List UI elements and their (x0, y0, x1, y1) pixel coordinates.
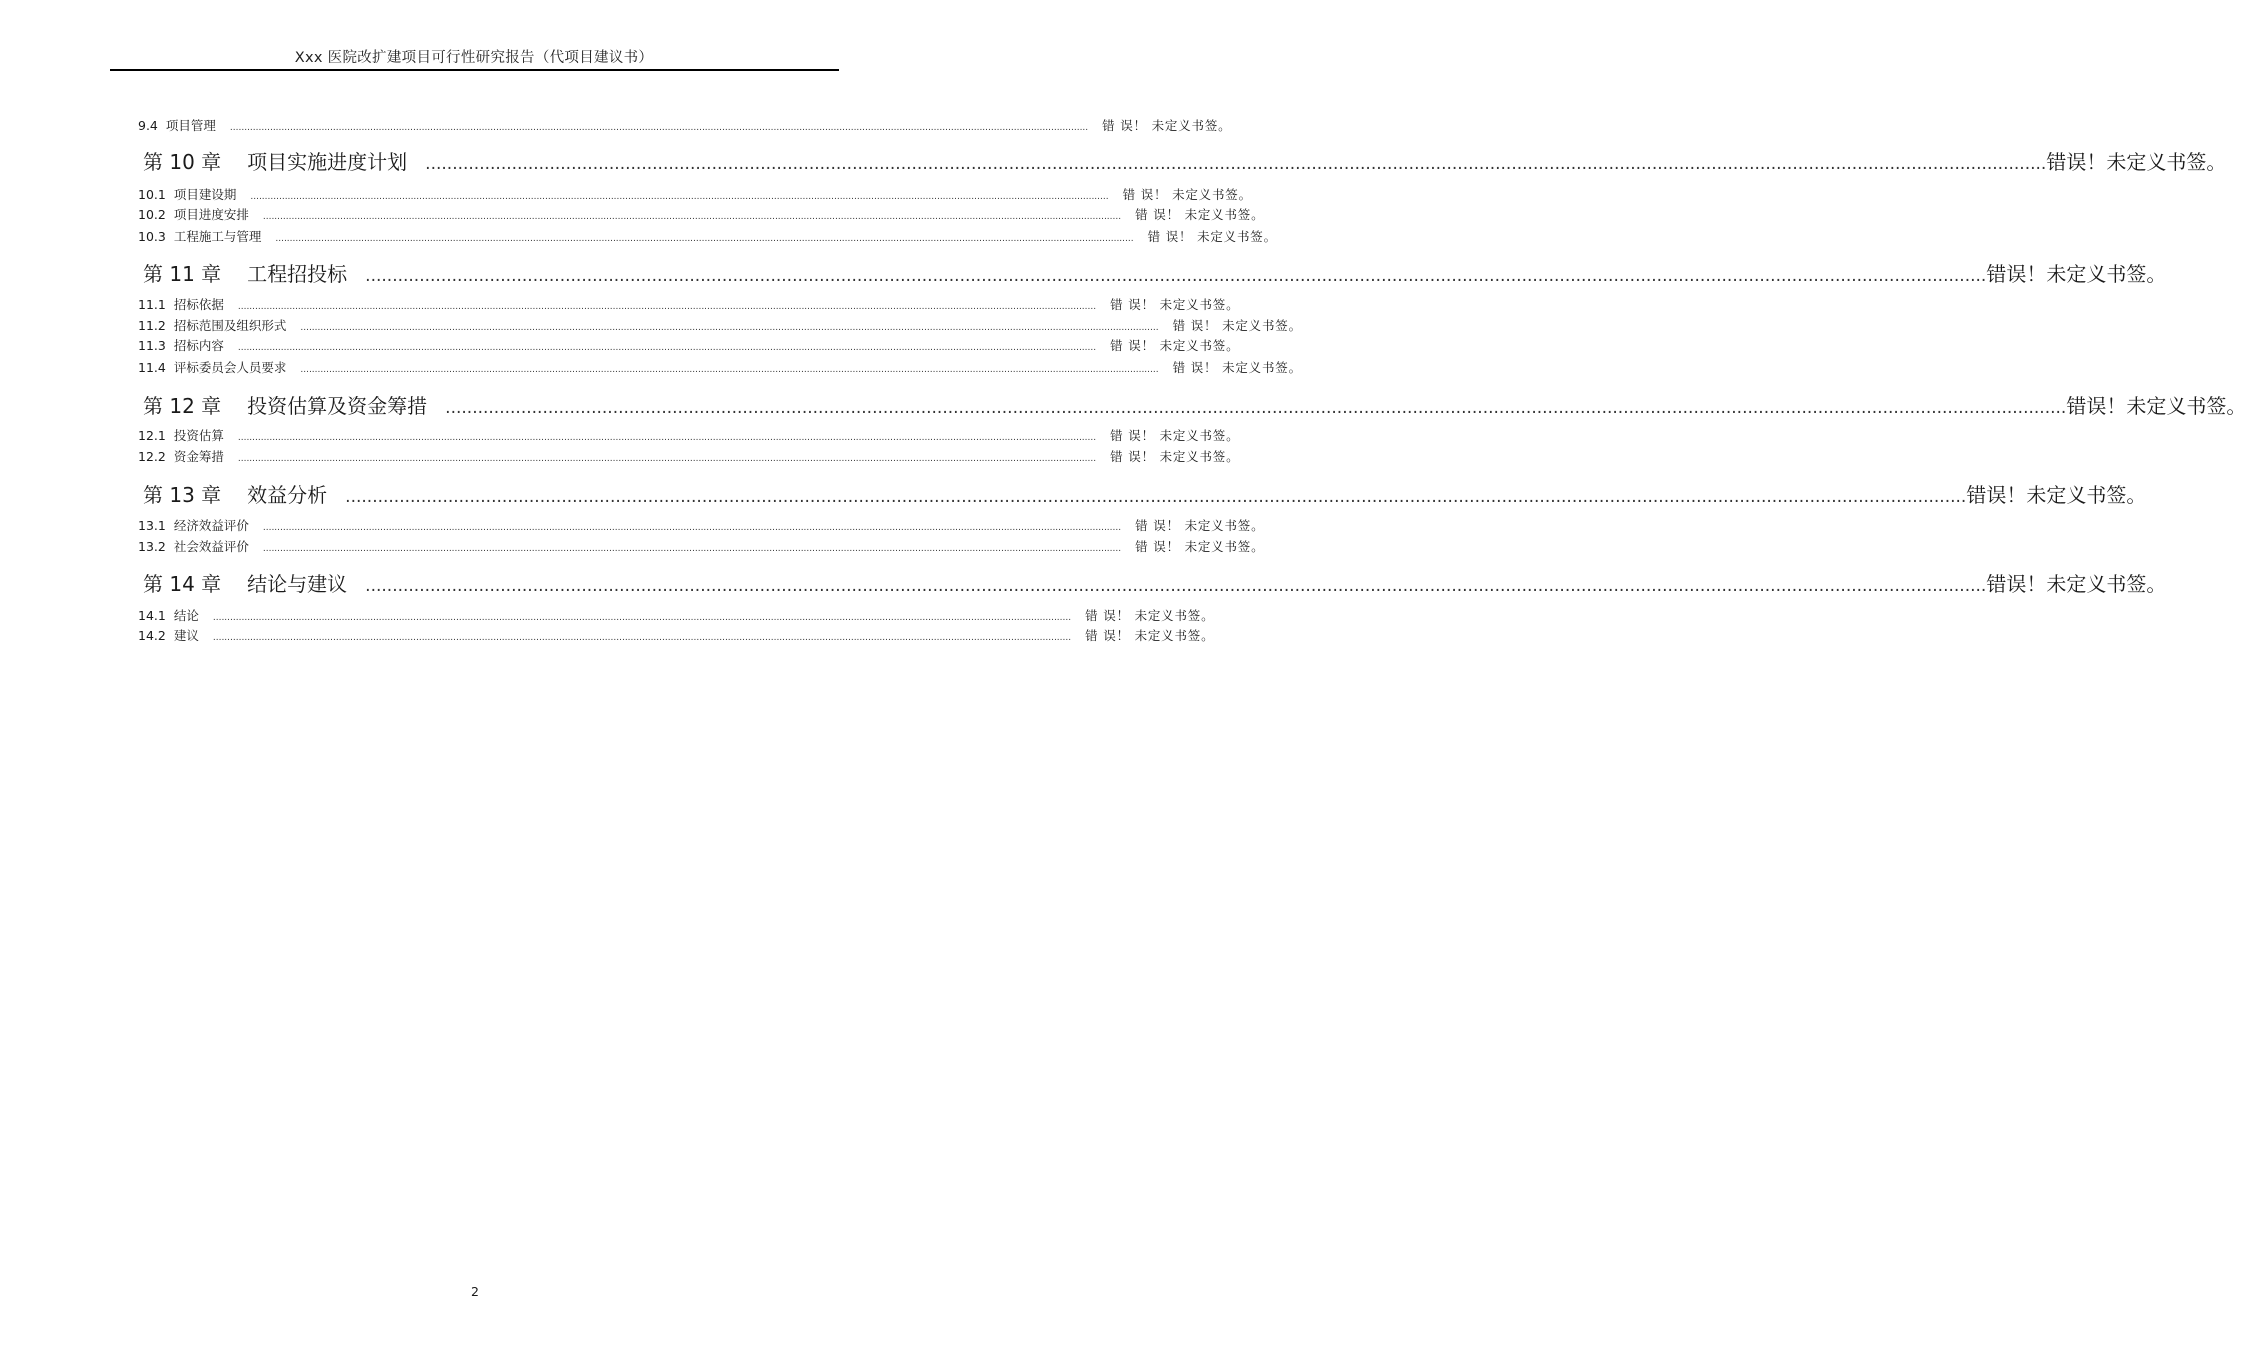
toc-entry-title: 招标内容 (173, 338, 224, 353)
toc-entry-title: 项目管理 (165, 118, 216, 133)
toc-chapter-title: 结论与建议 (247, 572, 348, 596)
toc-entry-number: 13.1 (138, 518, 166, 533)
toc-chapter-title: 工程招投标 (247, 262, 348, 286)
toc-entry-page: 错 误！ 未定义书签。 (1122, 187, 1252, 202)
toc-chapter-title: 项目实施进度计划 (247, 150, 408, 174)
toc-entry-title: 投资估算 (173, 428, 224, 443)
toc-entry-title: 社会效益评价 (173, 539, 249, 554)
toc-entry-page: 错 误！ 未定义书签。 (1135, 207, 1265, 222)
toc-entry[interactable] (138, 426, 1240, 444)
toc-leader-dots: ............................................................................................................................................................................................................................................................................................................ (262, 212, 1122, 222)
toc-entry[interactable] (138, 537, 1265, 555)
toc-entry-title: 评标委员会人员要求 (173, 360, 287, 375)
toc-entry-number: 10.3 (138, 229, 166, 244)
toc-entry-number: 10.1 (138, 187, 166, 202)
toc-leader-dots: ............................................................................................................................................................................................................................................................................................................ (300, 323, 1159, 333)
toc-chapter-page: 错误！未定义书签。 (1986, 572, 2167, 596)
toc-entry[interactable] (138, 185, 1252, 203)
toc-entry-page: 错 误！ 未定义书签。 (1135, 539, 1265, 554)
toc-entry-number: 14.1 (138, 608, 166, 623)
toc-leader-dots: ............................................................................................................................................................................................................................................................................................................ (275, 234, 1134, 244)
toc-entry-page: 错 误！ 未定义书签。 (1102, 118, 1232, 133)
toc-entry-title: 建议 (173, 628, 199, 643)
page-header-title: Xxx 医院改扩建项目可行性研究报告（代项目建议书） (294, 50, 654, 66)
toc-chapter-number: 第 12 章 (143, 394, 222, 418)
toc-chapter-number: 第 14 章 (143, 572, 222, 596)
toc-leader-dots: ............................................................................................................................................................................................................................................................................................................ (365, 576, 1987, 596)
toc-entry[interactable] (138, 336, 1240, 354)
toc-chapter-page: 错误！未定义书签。 (2046, 150, 2227, 174)
toc-leader-dots: ............................................................................................................................................................................................................................................................................................................ (237, 433, 1097, 443)
toc-entry[interactable] (138, 316, 1302, 334)
toc-leader-dots: ............................................................................................................................................................................................................................................................................................................ (212, 613, 1072, 623)
toc-entry-page: 错 误！ 未定义书签。 (1085, 608, 1215, 623)
page-number: 2 (471, 1284, 479, 1299)
toc-entry[interactable] (138, 227, 1277, 245)
toc-chapter-title: 效益分析 (247, 483, 328, 507)
toc-chapter[interactable] (143, 479, 2147, 507)
toc-entry-title: 项目进度安排 (173, 207, 249, 222)
toc-entry[interactable] (138, 626, 1215, 644)
toc-entry[interactable] (138, 116, 1232, 134)
toc-entry-title: 招标依据 (173, 297, 224, 312)
toc-leader-dots: ............................................................................................................................................................................................................................................................................................................ (365, 266, 1987, 286)
toc-entry-title: 工程施工与管理 (173, 229, 262, 244)
toc-entry[interactable] (138, 606, 1215, 624)
toc-entry[interactable] (138, 205, 1265, 223)
toc-entry-page: 错 误！ 未定义书签。 (1135, 518, 1265, 533)
toc-chapter[interactable] (143, 568, 2167, 596)
toc-entry-number: 9.4 (138, 118, 158, 133)
toc-entry-page: 错 误！ 未定义书签。 (1172, 318, 1302, 333)
toc-entry-page: 错 误！ 未定义书签。 (1147, 229, 1277, 244)
toc-entry-page: 错 误！ 未定义书签。 (1110, 449, 1240, 464)
toc-entry-number: 11.1 (138, 297, 166, 312)
toc-chapter-number: 第 11 章 (143, 262, 222, 286)
toc-entry-number: 10.2 (138, 207, 166, 222)
toc-chapter-page: 错误！未定义书签。 (2066, 394, 2246, 418)
toc-leader-dots: ............................................................................................................................................................................................................................................................................................................ (212, 633, 1072, 643)
toc-entry[interactable] (138, 358, 1302, 376)
toc-entry-number: 13.2 (138, 539, 166, 554)
toc-entry-number: 12.2 (138, 449, 166, 464)
toc-leader-dots: ............................................................................................................................................................................................................................................................................................................ (262, 544, 1122, 554)
toc-entry-title: 结论 (173, 608, 199, 623)
toc-entry-page: 错 误！ 未定义书签。 (1110, 338, 1240, 353)
toc-chapter-number: 第 13 章 (143, 483, 222, 507)
toc-chapter-page: 错误！未定义书签。 (1966, 483, 2147, 507)
toc-leader-dots: ............................................................................................................................................................................................................................................................................................................ (445, 398, 2067, 418)
toc-entry-title: 资金筹措 (173, 449, 224, 464)
toc-chapter-number: 第 10 章 (143, 150, 222, 174)
toc-entry-number: 11.2 (138, 318, 166, 333)
toc-leader-dots: ............................................................................................................................................................................................................................................................................................................ (237, 343, 1097, 353)
toc-chapter-title: 投资估算及资金筹措 (247, 394, 428, 418)
toc-entry[interactable] (138, 516, 1265, 534)
toc-leader-dots: ............................................................................................................................................................................................................................................................................................................ (345, 487, 1967, 507)
toc-leader-dots: ............................................................................................................................................................................................................................................................................................................ (237, 302, 1097, 312)
toc-entry[interactable] (138, 447, 1240, 465)
toc-entry-number: 12.1 (138, 428, 166, 443)
toc-leader-dots: ............................................................................................................................................................................................................................................................................................................ (229, 123, 1089, 133)
toc-leader-dots: ............................................................................................................................................................................................................................................................................................................ (300, 365, 1159, 375)
toc-entry-title: 项目建设期 (173, 187, 237, 202)
toc-entry[interactable] (138, 295, 1240, 313)
toc-leader-dots: ............................................................................................................................................................................................................................................................................................................ (250, 192, 1109, 202)
header-rule (110, 69, 839, 71)
toc-leader-dots: ............................................................................................................................................................................................................................................................................................................ (425, 154, 2047, 174)
toc-entry-number: 14.2 (138, 628, 166, 643)
toc-leader-dots: ............................................................................................................................................................................................................................................................................................................ (262, 523, 1122, 533)
toc-chapter[interactable] (143, 390, 2246, 418)
toc-entry-page: 错 误！ 未定义书签。 (1172, 360, 1302, 375)
toc-entry-title: 招标范围及组织形式 (173, 318, 287, 333)
toc-chapter[interactable] (143, 146, 2227, 174)
toc-chapter[interactable] (143, 258, 2167, 286)
toc-entry-title: 经济效益评价 (173, 518, 249, 533)
toc-entry-number: 11.3 (138, 338, 166, 353)
toc-entry-number: 11.4 (138, 360, 166, 375)
toc-chapter-page: 错误！未定义书签。 (1986, 262, 2167, 286)
toc-entry-page: 错 误！ 未定义书签。 (1110, 428, 1240, 443)
toc-entry-page: 错 误！ 未定义书签。 (1085, 628, 1215, 643)
toc-leader-dots: ............................................................................................................................................................................................................................................................................................................ (237, 454, 1097, 464)
toc-entry-page: 错 误！ 未定义书签。 (1110, 297, 1240, 312)
